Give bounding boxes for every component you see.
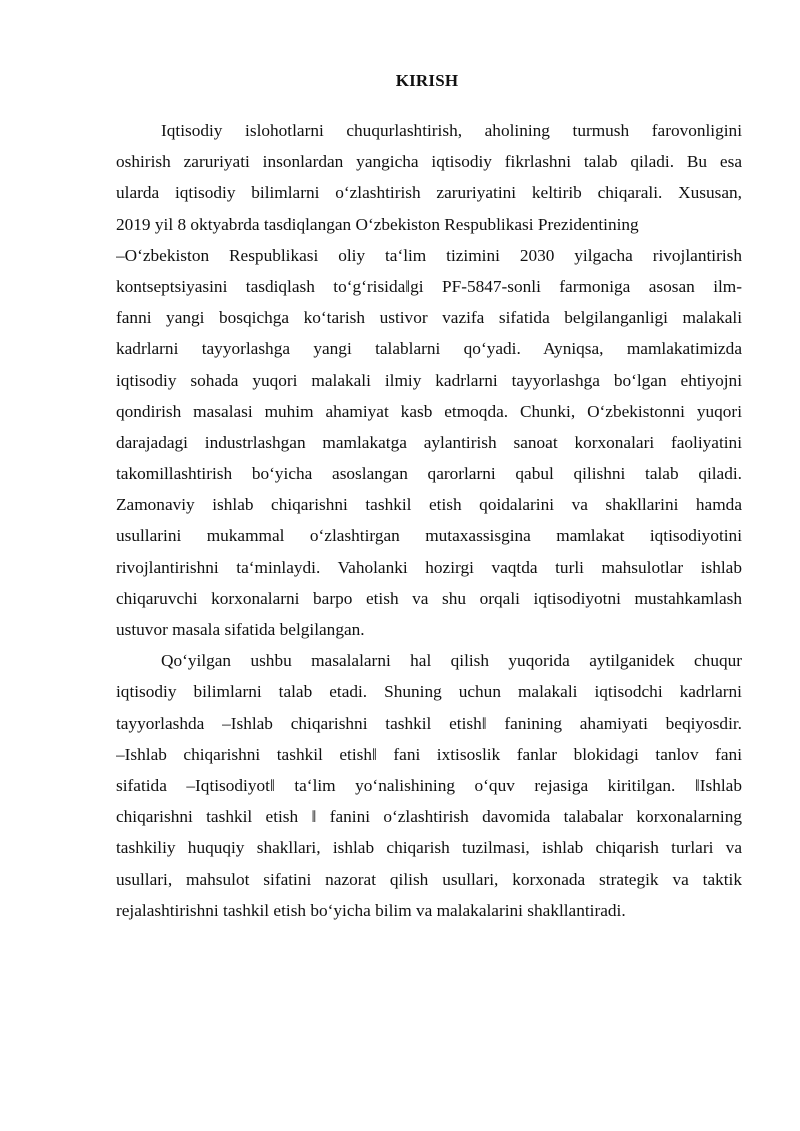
text-line: ustuvor masala sifatida belgilangan.	[116, 620, 365, 639]
page-title: KIRISH	[395, 71, 459, 90]
text-line: usullari, mahsulot sifatini nazorat qilish usullari, korxonada strategik va taktik	[116, 869, 742, 889]
text-line: –Ishlab chiqarishni tashkil etish‖ fani ixtisoslik fanlar blokidagi tanlov fani	[116, 744, 742, 764]
text-line: kontseptsiyasini tasdiqlash to‘g‘risida‖gi PF-5847-sonli farmoniga asosan ilm-	[116, 276, 742, 296]
text-line: tashkiliy huquqiy shakllari, ishlab chiqarish tuzilmasi, ishlab chiqarish turlari va	[116, 838, 742, 858]
text-line: oshirish zaruriyati insonlardan yangicha iqtisodiy fikrlashni talab qiladi. Bu esa	[116, 152, 742, 172]
text-line: –O‘zbekiston Respublikasi oliy ta‘lim tizimini 2030 yilgacha rivojlantirish	[116, 245, 742, 265]
text-line: Zamonaviy ishlab chiqarishni tashkil etish qoidalarini va shakllarini hamda	[116, 495, 742, 515]
text-line: kadrlarni tayyorlashga yangi talablarni qo‘yadi. Ayniqsa, mamlakatimizda	[116, 339, 742, 359]
text-line: darajadagi industrlashgan mamlakatga aylantirish sanoat korxonalari faoliyatini	[116, 432, 742, 452]
body-text	[116, 115, 742, 926]
text-line: chiqaruvchi korxonalarni barpo etish va shu orqali iqtisodiyotni mustahkamlash	[116, 588, 742, 608]
text-line: usullarini mukammal o‘zlashtirgan mutaxassisgina mamlakat iqtisodiyotini	[116, 526, 742, 546]
text-line: chiqarishni tashkil etish ‖ fanini o‘zlashtirish davomida talabalar korxonalarning	[116, 807, 742, 827]
text-line: rejalashtirishni tashkil etish bo‘yicha bilim va malakalarini shakllantiradi.	[116, 900, 626, 920]
text-line: takomillashtirish bo‘yicha asoslangan qarorlarni qabul qilishni talab qiladi.	[116, 464, 742, 484]
text-line: iqtisodiy sohada yuqori malakali ilmiy kadrlarni tayyorlashga bo‘lgan ehtiyojni	[116, 370, 742, 390]
text-line: iqtisodiy bilimlarni talab etadi. Shuning uchun malakali iqtisodchi kadrlarni	[116, 682, 742, 702]
text-line: rivojlantirishni ta‘minlaydi. Vaholanki hozirgi vaqtda turli mahsulotlar ishlab	[116, 557, 742, 577]
text-line: qondirish masalasi muhim ahamiyat kasb etmoqda. Chunki, O‘zbekistonni yuqori	[116, 401, 742, 421]
text-line: tayyorlashda –Ishlab chiqarishni tashkil etish‖ fanining ahamiyati beqiyosdir.	[116, 713, 742, 733]
text-line: sifatida –Iqtisodiyot‖ ta‘lim yo‘nalishining o‘quv rejasiga kiritilgan. ‖Ishlab	[116, 775, 742, 795]
text-line: ularda iqtisodiy bilimlarni o‘zlashtirish zaruriyatini keltirib chiqarali. Xususan,	[116, 183, 742, 203]
text-line: 2019 yil 8 oktyabrda tasdiqlangan O‘zbekiston Respublikasi Prezidentining	[116, 214, 639, 234]
text-line: Qo‘yilgan ushbu masalalarni hal qilish yuqorida aytilganidek chuqur	[161, 651, 742, 671]
text-line: Iqtisodiy islohotlarni chuqurlashtirish, aholining turmush farovonligini	[161, 121, 742, 140]
text-line: fanni yangi bosqichga ko‘tarish ustivor vazifa sifatida belgilanganligi malakali	[116, 308, 742, 328]
